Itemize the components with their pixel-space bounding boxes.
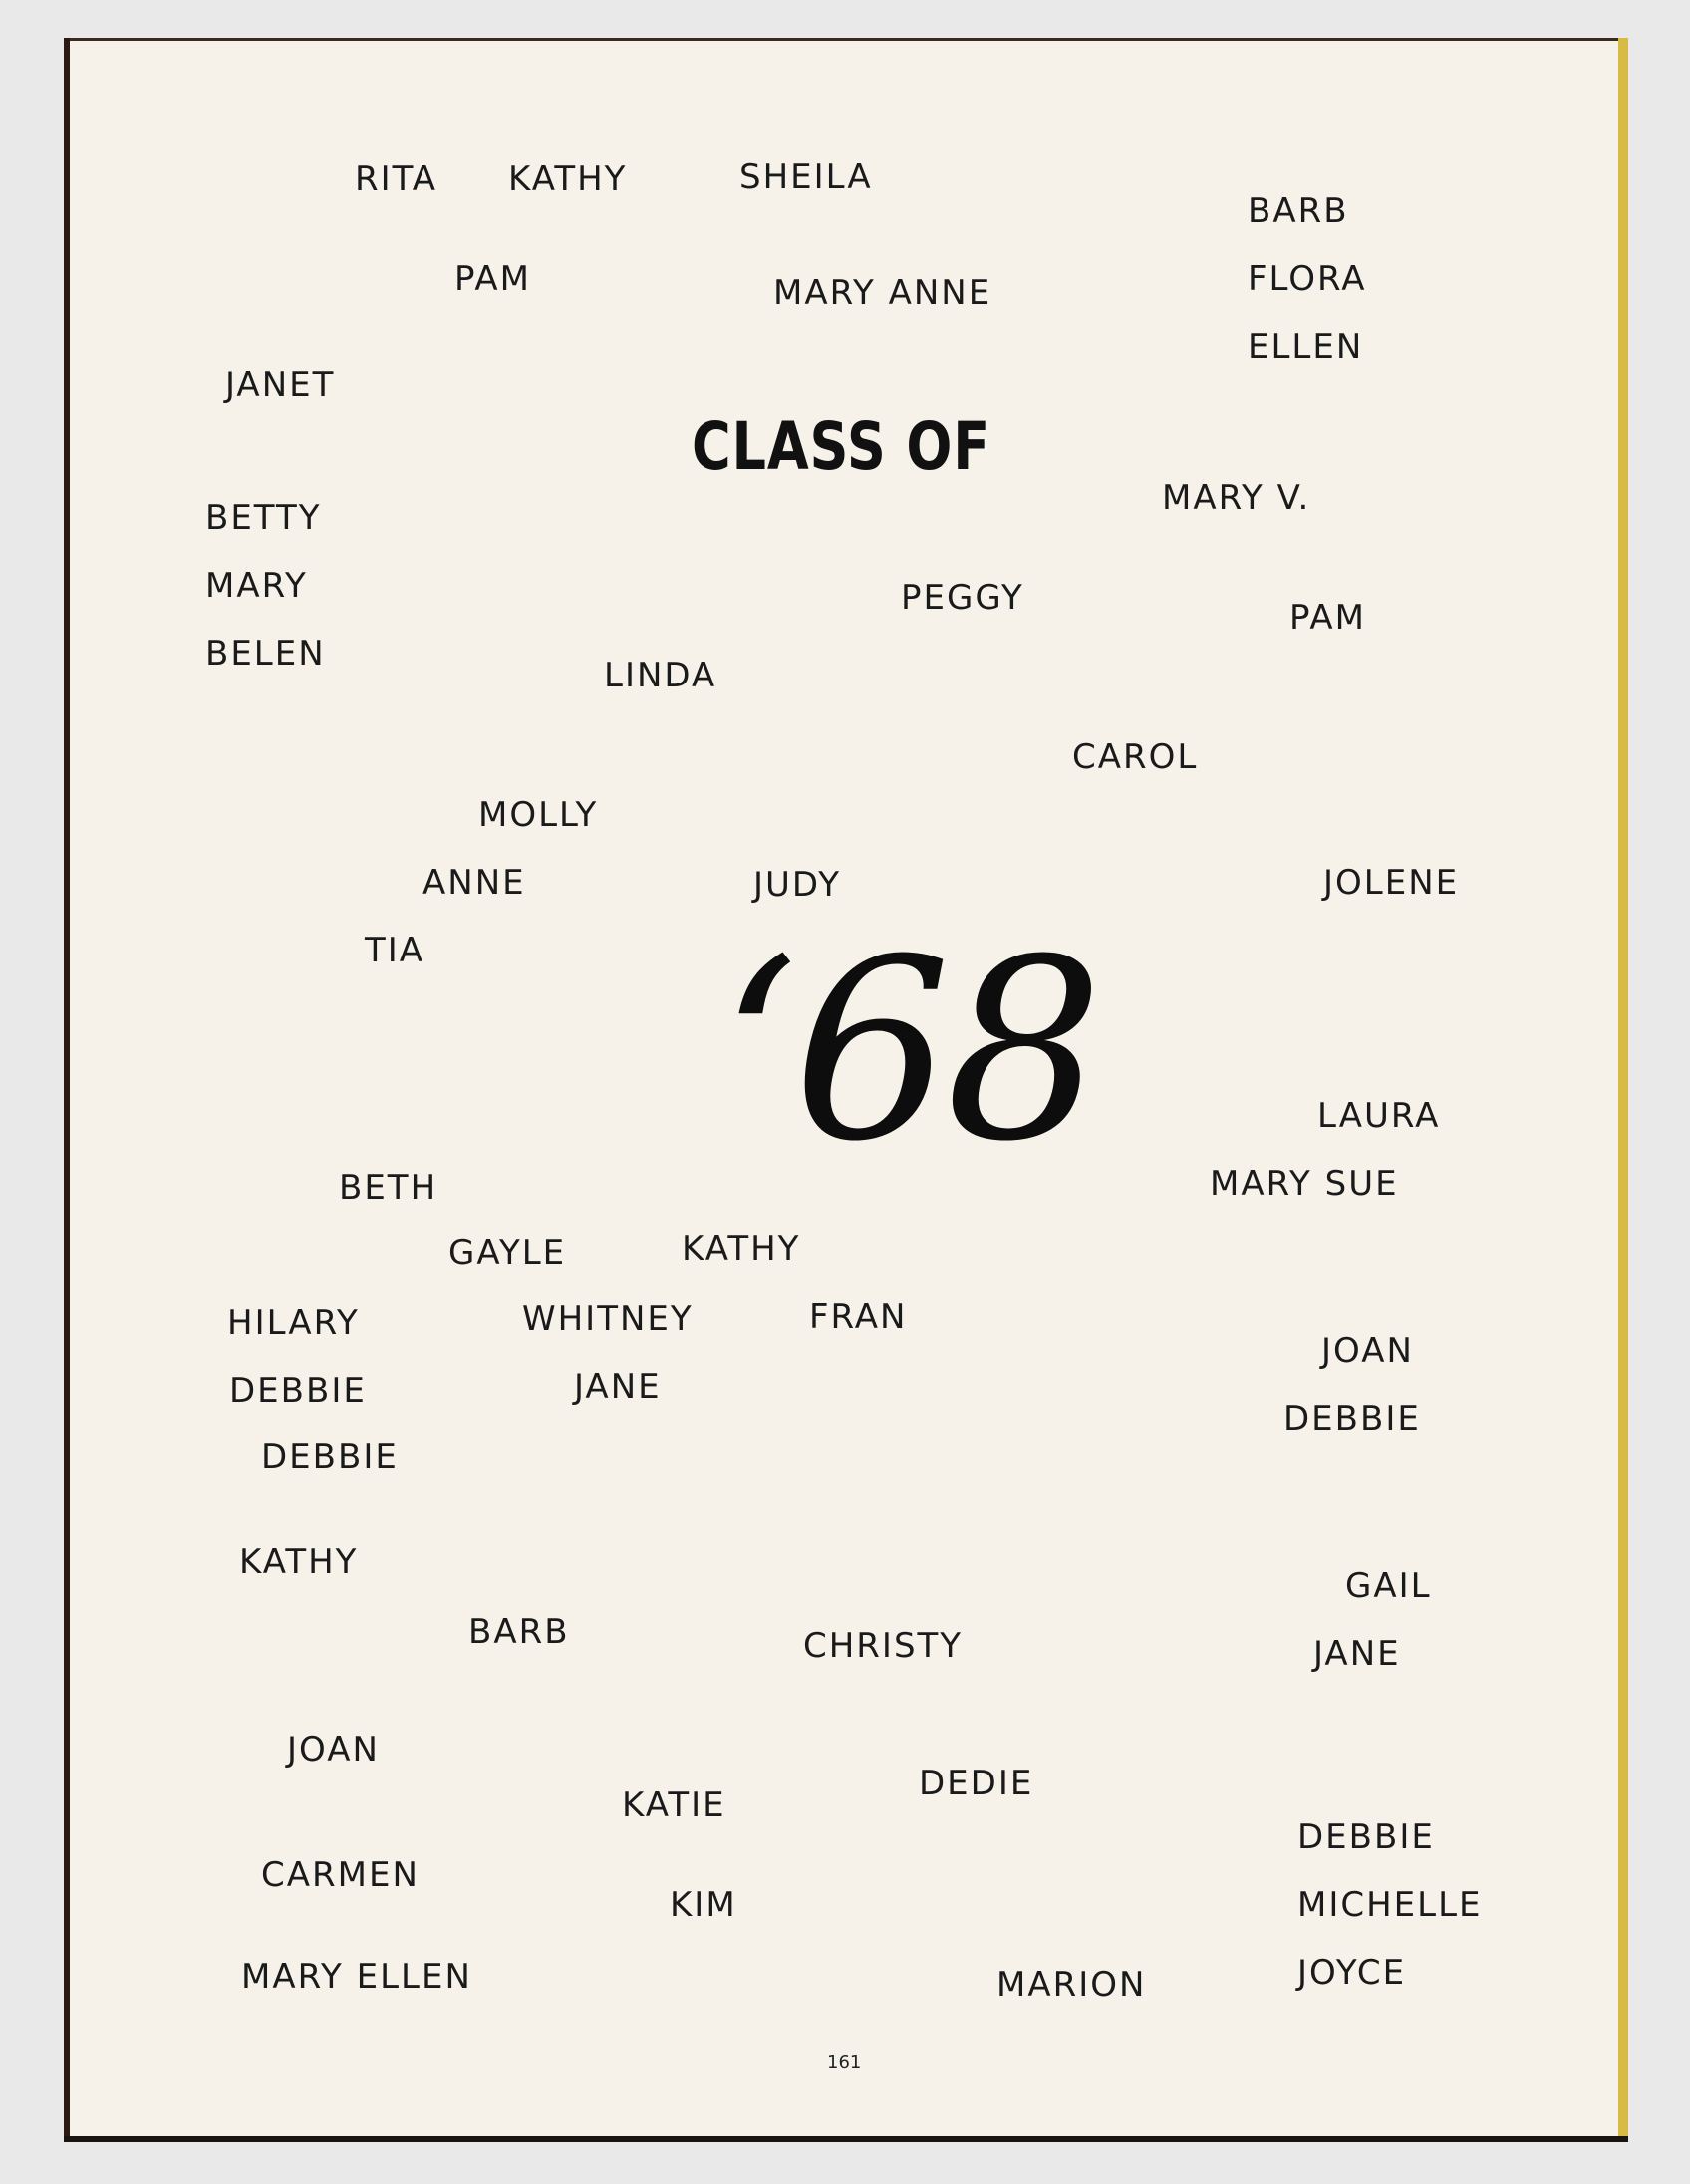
name-kim: KIM: [670, 1885, 737, 1925]
name-hilary: HILARY: [227, 1303, 360, 1343]
page-number: 161: [827, 2052, 862, 2073]
name-debbie-4: DEBBIE: [1297, 1817, 1435, 1857]
name-laura: LAURA: [1317, 1096, 1441, 1136]
page-bottom-edge: [64, 2136, 1628, 2142]
name-mary: MARY: [205, 566, 308, 606]
name-debbie-1: DEBBIE: [229, 1371, 367, 1411]
page-right-edge: [1618, 38, 1628, 2142]
name-mary-ellen: MARY ELLEN: [241, 1957, 472, 1997]
name-janet: JANET: [225, 365, 336, 405]
name-pam-1: PAM: [454, 259, 531, 299]
page-spine: [64, 38, 70, 2142]
name-joan-2: JOAN: [287, 1730, 380, 1770]
name-rita: RITA: [355, 159, 438, 199]
name-dedie: DEDIE: [919, 1764, 1034, 1803]
name-peggy: PEGGY: [901, 578, 1024, 618]
name-jane-2: JANE: [1313, 1634, 1401, 1674]
name-debbie-3: DEBBIE: [261, 1437, 399, 1477]
name-whitney: WHITNEY: [522, 1299, 694, 1339]
name-joyce: JOYCE: [1297, 1953, 1407, 1993]
name-christy: CHRISTY: [803, 1626, 964, 1666]
name-ellen: ELLEN: [1248, 327, 1364, 367]
name-carmen: CARMEN: [261, 1855, 420, 1895]
name-carol: CAROL: [1072, 737, 1199, 777]
name-kathy-1: KATHY: [508, 159, 628, 199]
name-marion: MARION: [996, 1965, 1147, 2005]
name-judy: JUDY: [753, 865, 842, 905]
name-anne: ANNE: [422, 863, 526, 903]
name-gayle: GAYLE: [448, 1233, 567, 1273]
name-fran: FRAN: [809, 1297, 908, 1337]
page-heading: CLASS OF: [692, 409, 990, 485]
name-kathy-3: KATHY: [239, 1542, 359, 1582]
name-mary-anne: MARY ANNE: [773, 273, 992, 313]
name-gail: GAIL: [1345, 1566, 1432, 1606]
name-pam-2: PAM: [1289, 598, 1366, 638]
name-sheila: SHEILA: [739, 157, 873, 197]
name-molly: MOLLY: [478, 795, 599, 835]
name-kathy-2: KATHY: [682, 1229, 801, 1269]
name-jane-1: JANE: [574, 1367, 662, 1407]
name-linda: LINDA: [604, 656, 717, 695]
name-michelle: MICHELLE: [1297, 1885, 1483, 1925]
name-betty: BETTY: [205, 498, 322, 538]
class-year: ‘68: [719, 906, 1098, 1196]
name-joan-1: JOAN: [1321, 1331, 1414, 1371]
name-belen: BELEN: [205, 634, 326, 674]
name-barb-2: BARB: [468, 1612, 570, 1652]
name-beth: BETH: [339, 1168, 438, 1208]
name-jolene: JOLENE: [1323, 863, 1460, 903]
name-debbie-2: DEBBIE: [1283, 1399, 1421, 1439]
name-katie: KATIE: [622, 1785, 726, 1825]
name-flora: FLORA: [1248, 259, 1367, 299]
name-mary-sue: MARY SUE: [1210, 1164, 1399, 1204]
name-barb-1: BARB: [1248, 191, 1349, 231]
page-top-edge: [70, 38, 1628, 41]
name-tia: TIA: [365, 931, 425, 970]
name-mary-v: MARY V.: [1162, 478, 1311, 518]
